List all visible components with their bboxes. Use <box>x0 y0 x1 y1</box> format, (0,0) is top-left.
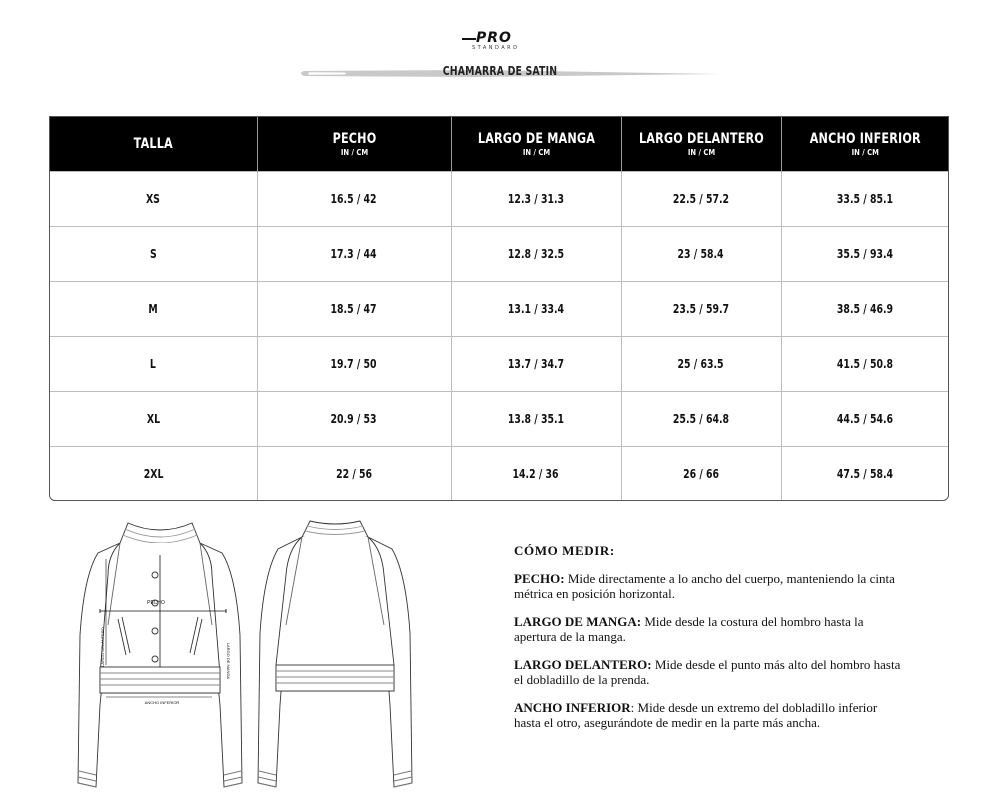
table-cell: 23 / 58.4 <box>621 227 781 282</box>
column-header-talla: TALLA <box>50 117 257 172</box>
brand-logo <box>462 30 538 52</box>
table-cell: 38.5 / 46.9 <box>781 282 948 337</box>
table-cell: 44.5 / 54.6 <box>781 392 948 447</box>
table-cell: 2XL <box>50 447 257 500</box>
how-to-item-largo-manga: LARGO DE MANGA: Mide desde la costura del hombro hasta la apertura de la manga. <box>514 614 864 644</box>
how-to-title: CÓMO MEDIR: <box>514 543 615 558</box>
table-cell: L <box>50 337 257 392</box>
table-cell: 17.3 / 44 <box>257 227 451 282</box>
table-cell: 16.5 / 42 <box>257 172 451 227</box>
how-to-item-largo-delantero: LARGO DELANTERO: Mide desde el punto más alto del hombro hasta el dobladillo de la prenda. <box>514 657 901 687</box>
table-row <box>50 447 948 500</box>
table-header-row <box>50 117 948 172</box>
bottom-width-label: ANCHO INFERIOR <box>144 700 180 705</box>
how-to-item-pecho: PECHO: Mide directamente a lo ancho del cuerpo, manteniendo la cinta métrica en posición horizontal. <box>514 571 895 601</box>
page-title: CHAMARRA DE SATIN <box>442 64 558 78</box>
table-cell: 47.5 / 58.4 <box>781 447 948 500</box>
column-header-pecho: PECHO IN / CM <box>257 117 451 172</box>
table-row <box>50 282 948 337</box>
table-cell: 13.1 / 33.4 <box>451 282 621 337</box>
table-cell: XL <box>50 392 257 447</box>
column-header-largo-manga: LARGO DE MANGA IN / CM <box>451 117 621 172</box>
table-cell: S <box>50 227 257 282</box>
table-cell: 26 / 66 <box>621 447 781 500</box>
how-to-measure <box>514 543 904 743</box>
table-cell: 12.8 / 32.5 <box>451 227 621 282</box>
logo-text: PRO <box>476 30 512 46</box>
chest-label: PECHO <box>147 600 165 606</box>
table-cell: 22.5 / 57.2 <box>621 172 781 227</box>
table-cell: 19.7 / 50 <box>257 337 451 392</box>
table-cell: 33.5 / 85.1 <box>781 172 948 227</box>
table-cell: 25.5 / 64.8 <box>621 392 781 447</box>
table-cell: 35.5 / 93.4 <box>781 227 948 282</box>
jacket-front-diagram <box>70 515 250 811</box>
table-row <box>50 337 948 392</box>
table-row <box>50 227 948 282</box>
size-table <box>49 116 949 501</box>
table-cell: 18.5 / 47 <box>257 282 451 337</box>
jacket-back-diagram <box>250 515 420 811</box>
front-length-label: LARGO DELANTERO <box>100 627 105 667</box>
table-cell: 23.5 / 59.7 <box>621 282 781 337</box>
table-row <box>50 172 948 227</box>
table-cell: 41.5 / 50.8 <box>781 337 948 392</box>
table-cell: M <box>50 282 257 337</box>
how-to-item-ancho-inferior: ANCHO INFERIOR: Mide desde un extremo del dobladillo inferior hasta el otro, asegurándote de medir en la parte más ancha. <box>514 700 878 730</box>
column-header-ancho-inferior: ANCHO INFERIOR IN / CM <box>781 117 948 172</box>
table-cell: 13.8 / 35.1 <box>451 392 621 447</box>
table-row <box>50 392 948 447</box>
logo-stroke <box>462 38 476 40</box>
table-cell: 12.3 / 31.3 <box>451 172 621 227</box>
table-cell: 22 / 56 <box>257 447 451 500</box>
table-cell: 14.2 / 36 <box>451 447 621 500</box>
logo-tagline: STANDARD <box>472 45 520 51</box>
table-cell: 13.7 / 34.7 <box>451 337 621 392</box>
table-cell: XS <box>50 172 257 227</box>
table-cell: 25 / 63.5 <box>621 337 781 392</box>
sleeve-length-label: LARGO DE MANGA <box>226 642 231 680</box>
column-header-largo-delantero: LARGO DELANTERO IN / CM <box>621 117 781 172</box>
table-cell: 20.9 / 53 <box>257 392 451 447</box>
